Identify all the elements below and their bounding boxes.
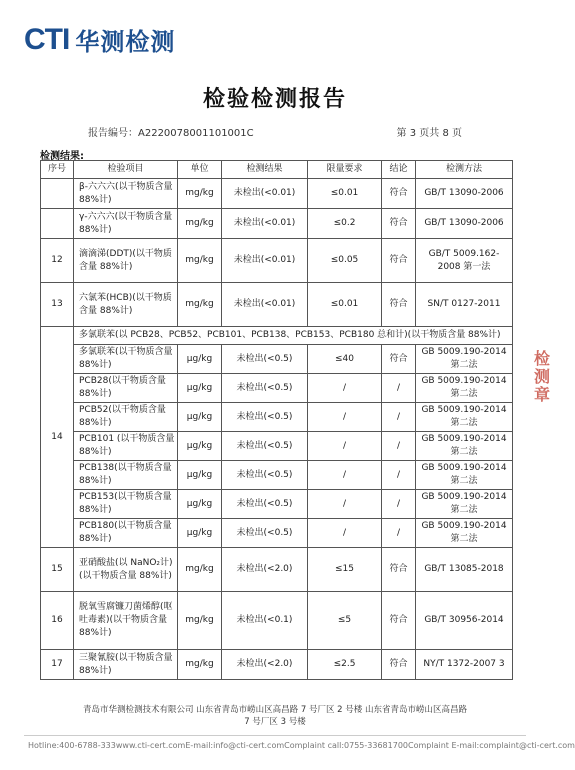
row-unit: μg/kg [178, 345, 222, 374]
logo-latin-text: CTI [24, 22, 70, 56]
section-label: 检测结果: [40, 151, 84, 162]
row-method: GB/T 30956-2014 [416, 592, 513, 650]
row-item: 脱氧雪腐镰刀菌烯醇(呕吐毒素)(以干物质含量 88%计) [74, 592, 178, 650]
row-unit: μg/kg [178, 432, 222, 461]
row-item: 六氯苯(HCB)(以干物质含量 88%计) [74, 283, 178, 327]
row-method: GB/T 13090-2006 [416, 179, 513, 209]
table-row [41, 548, 513, 592]
row-result: 未检出(<0.5) [222, 345, 308, 374]
row-result: 未检出(<2.0) [222, 650, 308, 680]
row-conclusion: 符合 [382, 592, 416, 650]
row-conclusion: 符合 [382, 548, 416, 592]
row-unit: μg/kg [178, 461, 222, 490]
row-no: 16 [41, 592, 74, 650]
row-method: GB/T 13090-2006 [416, 209, 513, 239]
row-conclusion: / [382, 461, 416, 490]
row-conclusion: 符合 [382, 179, 416, 209]
row-item: PCB153(以干物质含量 88%计) [74, 490, 178, 519]
row-unit: mg/kg [178, 209, 222, 239]
row-limit: ≤40 [308, 345, 382, 374]
row-result: 未检出(<0.5) [222, 432, 308, 461]
row-method: GB 5009.190-2014 第二法 [416, 519, 513, 548]
group-no: 14 [41, 327, 74, 548]
row-limit: ≤0.05 [308, 239, 382, 283]
row-limit: ≤15 [308, 548, 382, 592]
header-result: 检测结果 [222, 161, 308, 179]
row-limit: ≤5 [308, 592, 382, 650]
row-item: PCB52(以干物质含量 88%计) [74, 403, 178, 432]
footer-website-link[interactable]: www.cti-cert.com [115, 741, 186, 750]
footer-email-link[interactable]: E-mail:info@cti-cert.com [185, 741, 285, 750]
table-row [41, 432, 513, 461]
row-no [41, 209, 74, 239]
table-row [41, 209, 513, 239]
table-row [41, 403, 513, 432]
report-number: 报告编号：A2220078001101001C [88, 128, 254, 139]
row-result: 未检出(<2.0) [222, 548, 308, 592]
header-method: 检测方法 [416, 161, 513, 179]
table-row [41, 490, 513, 519]
row-limit: ≤0.2 [308, 209, 382, 239]
row-item: 亚硝酸盐(以 NaNO₂计)(以干物质含量 88%计) [74, 548, 178, 592]
row-unit: mg/kg [178, 179, 222, 209]
row-result: 未检出(<0.5) [222, 461, 308, 490]
row-result: 未检出(<0.01) [222, 179, 308, 209]
row-conclusion: 符合 [382, 283, 416, 327]
page-indicator: 第 3 页共 8 页 [396, 128, 462, 139]
table-row [41, 650, 513, 680]
header-no: 序号 [41, 161, 74, 179]
row-result: 未检出(<0.1) [222, 592, 308, 650]
row-method: GB/T 5009.162-2008 第一法 [416, 239, 513, 283]
row-method: GB 5009.190-2014 第二法 [416, 374, 513, 403]
row-limit: / [308, 432, 382, 461]
row-result: 未检出(<0.01) [222, 239, 308, 283]
row-result: 未检出(<0.01) [222, 283, 308, 327]
row-result: 未检出(<0.5) [222, 519, 308, 548]
row-unit: mg/kg [178, 650, 222, 680]
row-item: PCB28(以干物质含量 88%计) [74, 374, 178, 403]
footer-divider [24, 735, 526, 736]
row-unit: mg/kg [178, 239, 222, 283]
footer-complaint-call: Complaint call:0755-33681700 [284, 741, 408, 750]
table-row [41, 461, 513, 490]
row-item: 三聚氰胺(以干物质含量 88%计) [74, 650, 178, 680]
row-item: 滴滴涕(DDT)(以干物质含量 88%计) [74, 239, 178, 283]
footer-hotline: Hotline:400-6788-333 [28, 741, 116, 750]
row-limit: / [308, 403, 382, 432]
row-no [41, 179, 74, 209]
row-method: GB 5009.190-2014 第二法 [416, 432, 513, 461]
page-title: 检验检测报告 [202, 87, 347, 112]
row-no: 17 [41, 650, 74, 680]
table-row [41, 592, 513, 650]
footer-address: 青岛市华测检测技术有限公司 山东省青岛市崂山区高昌路 7 号厂区 2 号楼 山东省青岛市崂山区高昌路 7 号厂区 3 号楼 [82, 705, 468, 727]
footer-complaint-email-link[interactable]: Complaint E-mail:complaint@cti-cert.com [408, 741, 575, 750]
results-table [40, 160, 513, 680]
header-unit: 单位 [178, 161, 222, 179]
header-limit: 限量要求 [308, 161, 382, 179]
row-unit: μg/kg [178, 519, 222, 548]
row-unit: μg/kg [178, 403, 222, 432]
row-limit: ≤0.01 [308, 179, 382, 209]
header-conclusion: 结论 [382, 161, 416, 179]
table-row [41, 239, 513, 283]
row-method: GB 5009.190-2014 第二法 [416, 490, 513, 519]
row-no: 13 [41, 283, 74, 327]
row-conclusion: 符合 [382, 345, 416, 374]
row-conclusion: / [382, 490, 416, 519]
row-result: 未检出(<0.5) [222, 490, 308, 519]
row-limit: / [308, 374, 382, 403]
row-no: 12 [41, 239, 74, 283]
red-seal-stamp: 检 测 章 [534, 349, 551, 404]
row-conclusion: / [382, 432, 416, 461]
header-item: 检验项目 [74, 161, 178, 179]
row-method: NY/T 1372-2007 3 [416, 650, 513, 680]
row-result: 未检出(<0.5) [222, 403, 308, 432]
footer-contacts [28, 741, 575, 750]
row-unit: mg/kg [178, 592, 222, 650]
row-conclusion: / [382, 374, 416, 403]
row-result: 未检出(<0.5) [222, 374, 308, 403]
row-conclusion: / [382, 403, 416, 432]
row-conclusion: / [382, 519, 416, 548]
logo-chinese-text: 华测检测 [75, 28, 176, 56]
row-method: SN/T 0127-2011 [416, 283, 513, 327]
group-title-row [41, 327, 513, 345]
row-conclusion: 符合 [382, 650, 416, 680]
row-unit: μg/kg [178, 374, 222, 403]
table-row [41, 283, 513, 327]
row-conclusion: 符合 [382, 209, 416, 239]
table-row [41, 179, 513, 209]
row-method: GB 5009.190-2014 第二法 [416, 461, 513, 490]
company-logo [24, 22, 175, 57]
logo-mark [24, 23, 69, 57]
row-unit: mg/kg [178, 548, 222, 592]
row-limit: ≤2.5 [308, 650, 382, 680]
row-item: γ-六六六(以干物质含量 88%计) [74, 209, 178, 239]
table-header-row [41, 161, 513, 179]
row-result: 未检出(<0.01) [222, 209, 308, 239]
row-item: PCB138(以干物质含量 88%计) [74, 461, 178, 490]
row-limit: / [308, 490, 382, 519]
table-row [41, 519, 513, 548]
row-unit: μg/kg [178, 490, 222, 519]
row-item: 多氯联苯(以干物质含量 88%计) [74, 345, 178, 374]
row-limit: ≤0.01 [308, 283, 382, 327]
row-no: 15 [41, 548, 74, 592]
row-conclusion: 符合 [382, 239, 416, 283]
row-unit: mg/kg [178, 283, 222, 327]
table-row [41, 374, 513, 403]
row-limit: / [308, 519, 382, 548]
row-limit: / [308, 461, 382, 490]
row-item: β-六六六(以干物质含量 88%计) [74, 179, 178, 209]
row-method: GB 5009.190-2014 第二法 [416, 403, 513, 432]
row-method: GB/T 13085-2018 [416, 548, 513, 592]
row-item: PCB101 (以干物质含量 88%计) [74, 432, 178, 461]
row-method: GB 5009.190-2014 第二法 [416, 345, 513, 374]
table-row [41, 345, 513, 374]
row-item: PCB180(以干物质含量 88%计) [74, 519, 178, 548]
group-title: 多氯联苯(以 PCB28、PCB52、PCB101、PCB138、PCB153、PCB180 总和计)(以干物质含量 88%计) [74, 327, 513, 345]
